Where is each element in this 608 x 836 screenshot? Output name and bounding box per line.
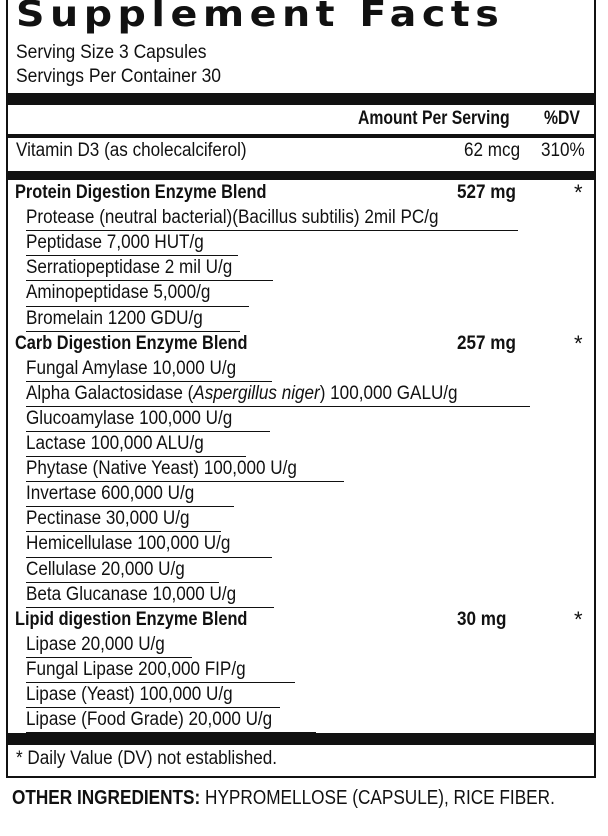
vitamin-d3-amount: 62 mcg xyxy=(464,140,521,161)
ingredient-underline xyxy=(26,406,530,407)
ingredient-row: Pectinase 30,000 U/g xyxy=(26,508,190,530)
ingredient-underline xyxy=(26,456,246,457)
thick-divider-bottom xyxy=(8,733,594,745)
ingredient-row: Lipase (Yeast) 100,000 U/g xyxy=(26,684,233,705)
thick-divider-top xyxy=(8,93,594,105)
blend-name: Protein Digestion Enzyme Blend xyxy=(15,182,267,203)
header-divider xyxy=(8,134,594,138)
ingredient-underline xyxy=(26,431,270,432)
amount-per-serving-header: Amount Per Serving xyxy=(358,108,510,129)
ingredient-row: Invertase 600,000 U/g xyxy=(26,483,195,505)
dv-footnote: * Daily Value (DV) not established. xyxy=(16,748,278,769)
ingredient-row: Fungal Lipase 200,000 FIP/g xyxy=(26,658,246,680)
ingredient-underline xyxy=(26,682,295,683)
ingredient-row: Protease (neutral bacterial)(Bacillus subtilis) 2mil PC/g xyxy=(26,207,439,229)
ingredient-row: Lipase (Food Grade) 20,000 U/g xyxy=(26,709,273,731)
serving-size: Serving Size 3 Capsules xyxy=(16,42,207,63)
ingredient-underline xyxy=(26,280,273,281)
blend-amount: 527 mg xyxy=(457,182,516,203)
ingredient-species: Aspergillus niger xyxy=(193,382,320,404)
ingredient-row: Alpha Galactosidase (Aspergillus niger) 100,000 GALU/g xyxy=(26,382,458,404)
ingredient-row: Cellulase 20,000 U/g xyxy=(26,558,185,580)
blend-amount: 30 mg xyxy=(457,608,507,630)
ingredient-underline xyxy=(26,657,192,658)
blend-name: Lipid digestion Enzyme Blend xyxy=(15,608,248,630)
ingredient-row: Aminopeptidase 5,000/g xyxy=(26,282,211,304)
ingredient-underline xyxy=(26,481,344,482)
panel-title: Supplement Facts xyxy=(16,0,505,35)
blend-dv: * xyxy=(574,330,583,356)
ingredient-row: Peptidase 7,000 HUT/g xyxy=(26,232,204,254)
ingredient-row: Lipase 20,000 U/g xyxy=(26,633,165,655)
vitamin-d3-dv: 310% xyxy=(541,140,585,161)
supplement-facts-panel xyxy=(6,0,596,778)
ingredient-underline xyxy=(26,506,234,507)
ingredient-underline xyxy=(26,531,221,532)
ingredient-underline xyxy=(26,707,280,708)
other-ingredients-label: OTHER INGREDIENTS: xyxy=(12,787,201,809)
blend-amount: 257 mg xyxy=(457,332,516,354)
other-ingredients xyxy=(12,786,555,810)
dv-header: %DV xyxy=(544,108,580,129)
blend-dv: * xyxy=(574,606,583,632)
ingredient-row: Bromelain 1200 GDU/g xyxy=(26,307,203,329)
ingredient-underline xyxy=(26,255,238,256)
ingredient-row: Fungal Amylase 10,000 U/g xyxy=(26,357,237,379)
ingredient-underline xyxy=(26,230,518,231)
thick-divider-vitamin xyxy=(8,171,594,180)
other-ingredients-text: HYPROMELLOSE (CAPSULE), RICE FIBER. xyxy=(200,787,555,809)
blend-name: Carb Digestion Enzyme Blend xyxy=(15,332,248,354)
ingredient-row: Hemicellulase 100,000 U/g xyxy=(26,533,231,555)
ingredient-row: Serratiopeptidase 2 mil U/g xyxy=(26,257,233,279)
vitamin-d3-name: Vitamin D3 (as cholecalciferol) xyxy=(16,140,247,161)
ingredient-row: Lactase 100,000 ALU/g xyxy=(26,433,204,454)
blend-dv: * xyxy=(574,180,583,205)
ingredient-row: Beta Glucanase 10,000 U/g xyxy=(26,583,237,605)
ingredient-row: Glucoamylase 100,000 U/g xyxy=(26,407,233,429)
ingredient-row: Phytase (Native Yeast) 100,000 U/g xyxy=(26,458,297,480)
servings-per-container: Servings Per Container 30 xyxy=(16,66,222,87)
